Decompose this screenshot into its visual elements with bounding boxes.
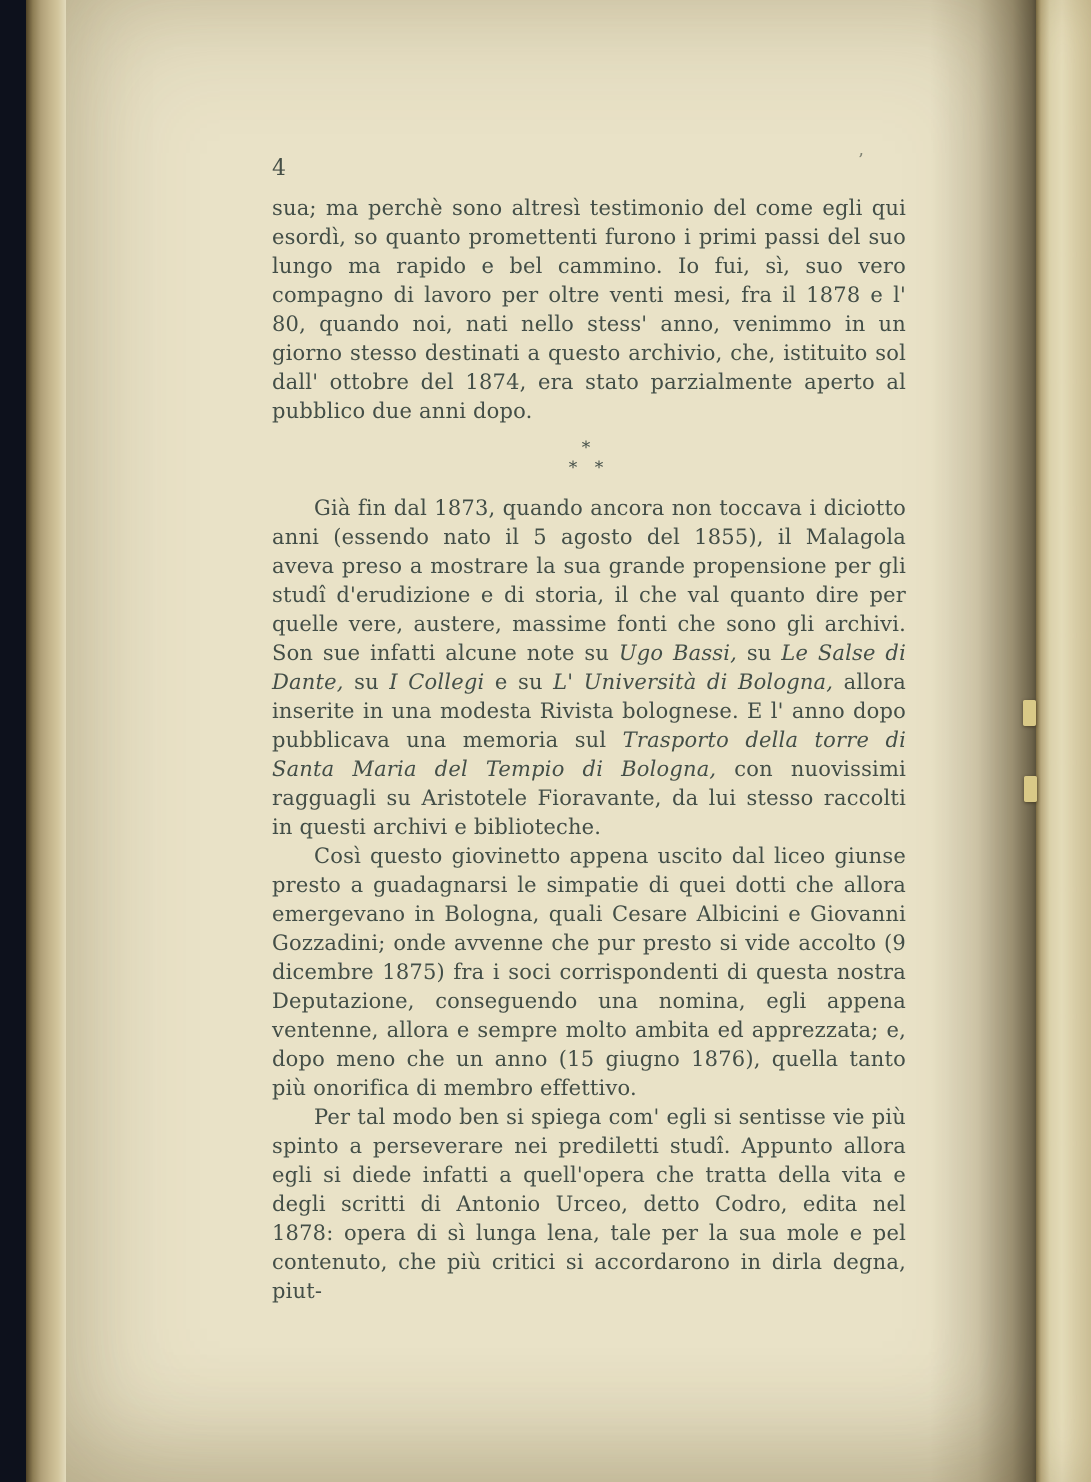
left-page-edges: [26, 0, 66, 1482]
paragraph: [272, 842, 906, 1103]
adjacent-page-edge: [1036, 0, 1091, 1482]
page-edge-tab: [1024, 776, 1037, 802]
binding-gutter-shadow: [930, 0, 1036, 1482]
text-run: su: [343, 670, 390, 694]
italic-phrase: Ugo Bassi,: [618, 641, 738, 665]
page-edge-tab: [1023, 700, 1036, 726]
separator-line: *: [581, 438, 597, 458]
text-run: su: [737, 641, 782, 665]
separator-line: * *: [568, 458, 610, 478]
page-text: [272, 194, 906, 1306]
italic-phrase: I Collegi: [389, 670, 485, 694]
italic-phrase: Trasporto della torre di Santa Maria del Tempio di Bologna,: [272, 728, 907, 781]
print-artifact-mark: ’: [858, 150, 864, 171]
text-run: Così questo giovinetto appena uscito dal liceo giunse presto a guadagnarsi le simpatie di quei dotti che allora emergevano in Bologna, quali Cesare Albicini e Giovanni Gozzadini; onde avvenne che pur presto si vide accolto (9 dicembre 1875) fra i soci corrispondenti di questa nostra Deputazione, conseguendo una nomina, egli appena ventenne, allora e sempre molto ambita ed apprezzata; e, dopo meno che un anno (15 giugno 1876), quella tanto più onorifica di membro effettivo.: [272, 844, 906, 1100]
page-number: 4: [272, 156, 286, 181]
section-separator: [272, 438, 906, 478]
paragraph: [272, 494, 906, 842]
text-run: sua; ma perchè sono altresì testimonio del come egli qui esordì, so quanto promettenti furono i primi passi del suo lungo ma rapido e bel cammino. Io fui, sì, suo vero compagno di lavoro per oltre venti mesi, fra il 1878 e l' 80, quando noi, nati nello stess' anno, venimmo in un giorno stesso destinati a questo archivio, che, istituito sol dall' ottobre del 1874, era stato parzialmente aperto al pubblico due anni dopo.: [272, 196, 906, 423]
paragraph: [272, 1103, 906, 1306]
italic-phrase: Le Salse di Dante,: [272, 641, 906, 694]
text-run: Già fin dal 1873, quando ancora non toccava i diciotto anni (essendo nato il 5 agosto del 1855), il Malagola aveva preso a mostrare la sua grande propensione per gli studî d'erudizione e di storia, il che val quanto dire per quelle vere, austere, massime fonti che sono gli archivi. Son sue infatti alcune note su: [272, 496, 906, 665]
text-run: con nuovissimi ragguagli su Aristotele Fioravante, da lui stesso raccolti in questi archivi e biblioteche.: [272, 757, 906, 839]
text-run: Per tal modo ben si spiega com' egli si sentisse vie più spinto a perseverare nei prediletti studî. Appunto allora egli si diede infatti a quell'opera che tratta della vita e degli scritti di Antonio Urceo, detto Codro, edita nel 1878: opera di sì lunga lena, tale per la sua mole e pel contenuto, che più critici si accordarono in dirla degna, piut-: [272, 1105, 906, 1303]
italic-phrase: L' Università di Bologna,: [553, 670, 834, 694]
text-run: e su: [484, 670, 554, 694]
text-run: allora inserite in una modesta Rivista bolognese. E l' anno dopo pubblicava una memoria sul: [272, 670, 906, 752]
paragraph: [272, 194, 906, 426]
